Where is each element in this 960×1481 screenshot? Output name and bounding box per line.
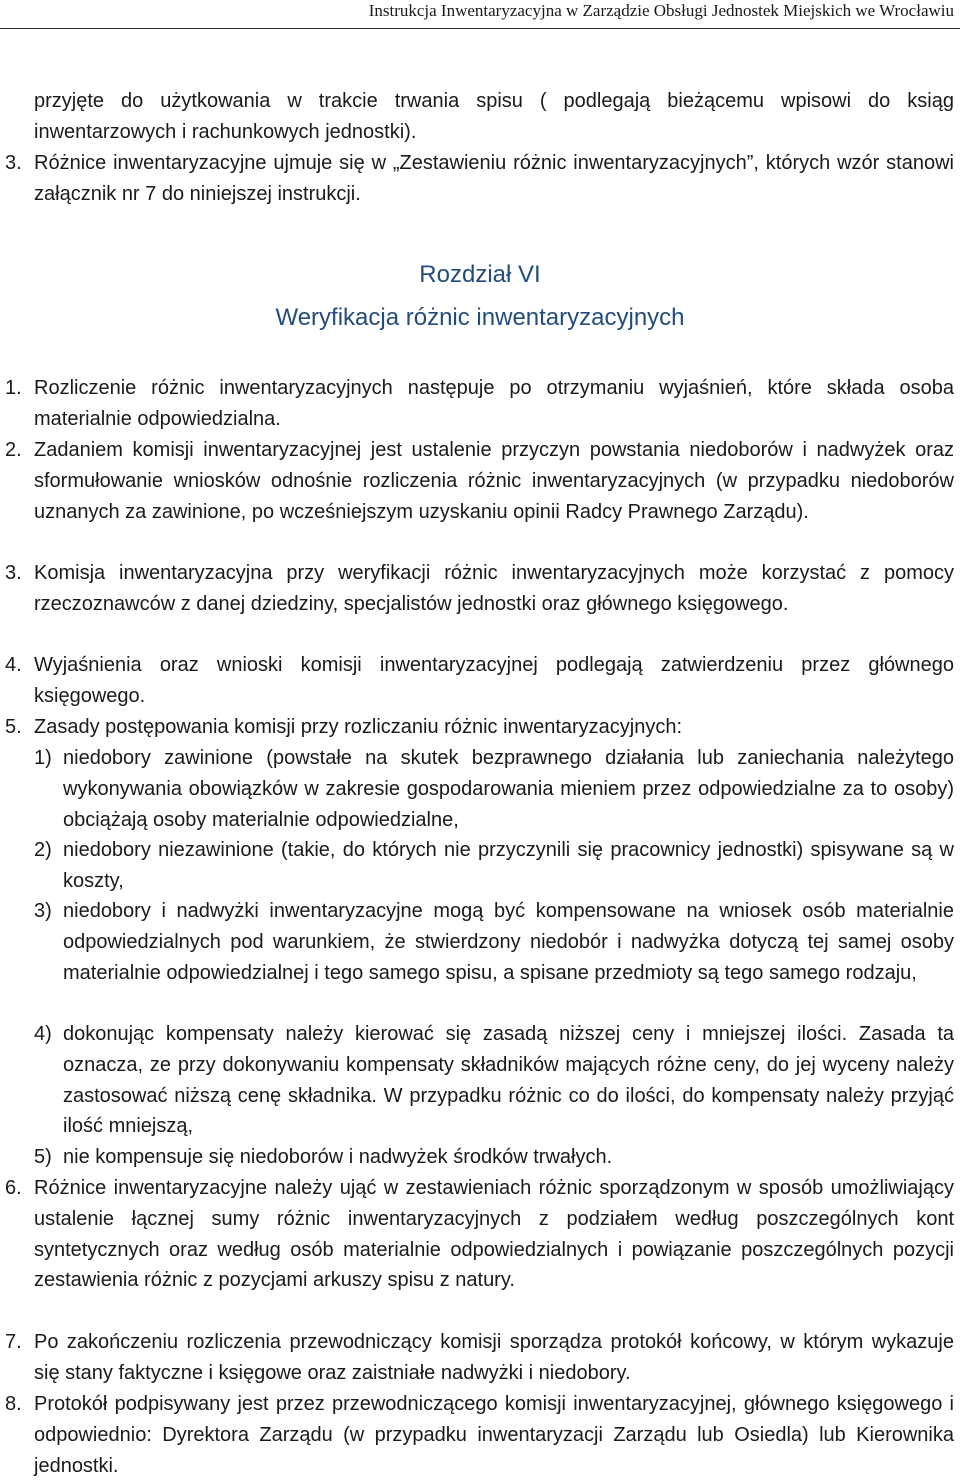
- running-header-text: Instrukcja Inwentaryzacyjna w Zarządzie Obsługi Jednostek Miejskich we Wrocławiu: [368, 1, 954, 20]
- subitem-text: dokonując kompensaty należy kierować się zasadą niższej ceny i mniejszej ilości. Zasada ta oznacza, ze przy dokonywaniu kompensaty składników mających różne ceny, do jej wyceny należy zastosować niższą cenę składnika. W przypadku różnic co do ilości, do kompensaty należy przyjąć ilość mniejszą,: [63, 1023, 954, 1138]
- subitem-text: niedobory i nadwyżki inwentaryzacyjne mogą być kompensowane na wniosek osób materialnie odpowiedzialnych pod warunkiem, że stwierdzony niedobór i nadwyżka dotyczą tej samej osoby materialnie odpowiedzialnej i tego samego spisu, a spisane przedmioty są tego samego rodzaju,: [63, 900, 954, 984]
- item-text: Wyjaśnienia oraz wnioski komisji inwentaryzacyjnej podlegają zatwierdzeniu przez głównego księgowego.: [34, 654, 954, 707]
- subitem-number: 2): [34, 839, 52, 861]
- item-number: 6.: [5, 1177, 22, 1199]
- header-rule: [0, 28, 960, 29]
- item-number: 1.: [5, 377, 22, 399]
- running-header: [0, 0, 960, 30]
- item-number: 5.: [5, 716, 22, 738]
- item-number: 2.: [5, 439, 22, 461]
- subitem-number: 1): [34, 747, 52, 769]
- item-number: 3.: [5, 152, 22, 174]
- subitem-number: 5): [34, 1146, 52, 1168]
- item-number: 7.: [5, 1331, 22, 1353]
- item-number: 8.: [5, 1393, 22, 1415]
- item-text: Komisja inwentaryzacyjna przy weryfikacji różnic inwentaryzacyjnych może korzystać z pomocy rzeczoznawców z danej dziedziny, specjalistów jednostki oraz głównego księgowego.: [34, 562, 954, 615]
- chapter-label: Rozdział VI: [419, 261, 541, 288]
- item-text: Zadaniem komisji inwentaryzacyjnej jest ustalenie przyczyn powstania niedoborów i nadwyżek oraz sformułowanie wniosków odnośnie rozliczenia różnic inwentaryzacyjnych (w przypadku niedoborów uznanych za zawinione, po wcześniejszym uzyskaniu opinii Radcy Prawnego Zarządu).: [34, 439, 954, 523]
- subitem-text: niedobory niezawinione (takie, do których nie przyczynili się pracownicy jednostki) spisywane są w koszty,: [63, 839, 954, 892]
- item-text: Różnice inwentaryzacyjne ujmuje się w „Zestawieniu różnic inwentaryzacyjnych”, których wzór stanowi załącznik nr 7 do niniejszej instrukcji.: [34, 152, 954, 205]
- item-number: 3.: [5, 562, 22, 584]
- item-text: Protokół podpisywany jest przez przewodniczącego komisji inwentaryzacyjnej, głównego księgowego i odpowiednio: Dyrektora Zarządu (w przypadku inwentaryzacji Zarządu lub Osiedla) lub Kierownika jednostki.: [34, 1393, 954, 1477]
- item-text: Różnice inwentaryzacyjne należy ująć w zestawieniach różnic sporządzonym w sposób umożliwiający ustalenie łącznej sumy różnic inwentaryzacyjnych z podziałem według poszczególnych kont syntetycznych oraz według osób materialnie odpowiedzialnych i powiązanie poszczególnych pozycji zestawienia różnic z pozycjami arkuszy spisu z natury.: [34, 1177, 954, 1292]
- chapter-title: Weryfikacja różnic inwentaryzacyjnych: [275, 304, 685, 331]
- item-text: Rozliczenie różnic inwentaryzacyjnych następuje po otrzymaniu wyjaśnień, które składa osoba materialnie odpowiedzialna.: [34, 377, 954, 430]
- subitem-text: niedobory zawinione (powstałe na skutek bezprawnego działania lub zaniechania należytego wykonywania obowiązków w zakresie gospodarowania mieniem przez odpowiedzialne za to osoby) obciążają osoby materialnie odpowiedzialne,: [63, 747, 954, 831]
- subitem-text: nie kompensuje się niedoborów i nadwyżek środków trwałych.: [63, 1146, 613, 1168]
- subitem-number: 3): [34, 900, 52, 922]
- item-text: Zasady postępowania komisji przy rozliczaniu różnic inwentaryzacyjnych:: [34, 716, 683, 738]
- continuation-text: przyjęte do użytkowania w trakcie trwania spisu ( podlegają bieżącemu wpisowi do ksiąg inwentarzowych i rachunkowych jednostki).: [34, 90, 954, 143]
- item-text: Po zakończeniu rozliczenia przewodniczący komisji sporządza protokół końcowy, w którym wykazuje się stany faktyczne i księgowe oraz zaistniałe nadwyżki i niedobory.: [34, 1331, 954, 1384]
- subitem-number: 4): [34, 1023, 52, 1045]
- item-number: 4.: [5, 654, 22, 676]
